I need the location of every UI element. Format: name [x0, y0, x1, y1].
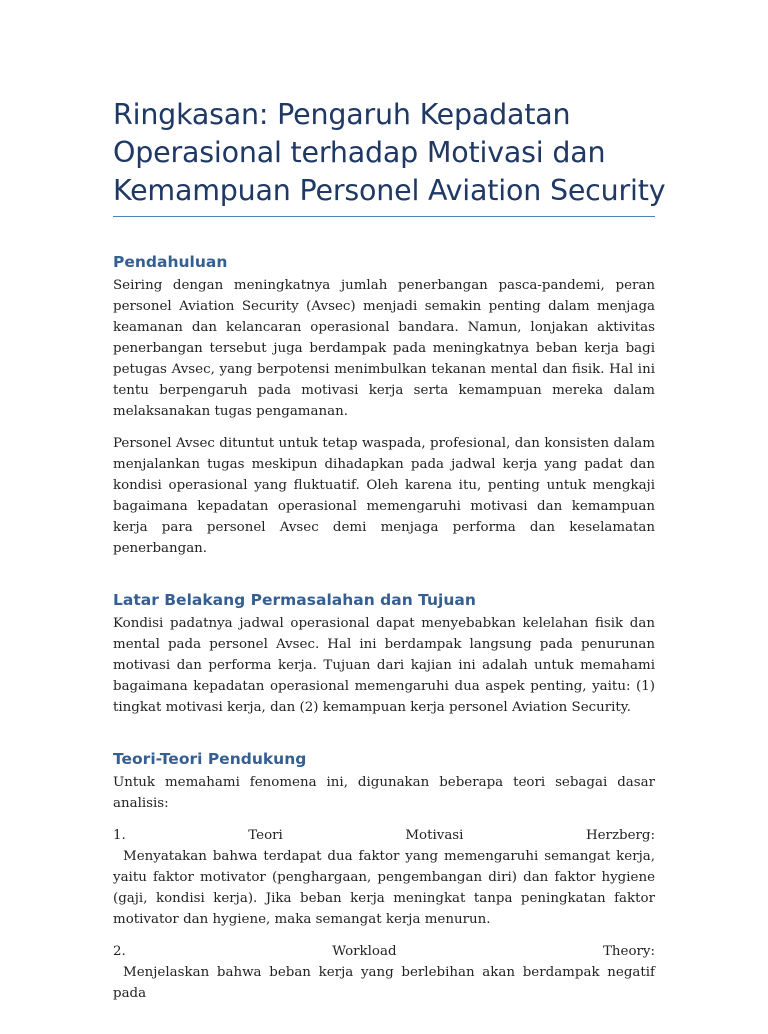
- section-heading: Latar Belakang Permasalahan dan Tujuan: [113, 591, 476, 609]
- title-line: Operasional terhadap Motivasi dan: [113, 136, 606, 169]
- list-item-body: Menyatakan bahwa terdapat dua faktor yang memengaruhi semangat kerja, yaitu faktor motivator (penghargaan, pengembangan diri) dan faktor hygiene (gaji, kondisi kerja). Jika beban kerja meningkat tanpa peningkatan faktor motivator dan hygiene, maka semangat kerja menurun.: [113, 849, 655, 927]
- list-item-heading: 1. Teori Motivasi Herzberg:: [113, 828, 655, 843]
- section-latar-belakang: [113, 589, 655, 718]
- list-item-herzberg: [113, 825, 655, 930]
- document-title: [113, 96, 666, 216]
- section-heading: Pendahuluan: [113, 253, 228, 271]
- paragraph: Kondisi padatnya jadwal operasional dapat menyebabkan kelelahan fisik dan mental pada personel Avsec. Hal ini berdampak langsung pada penurunan motivasi dan performa kerja. Tujuan dari kajian ini adalah untuk memahami bagaimana kepadatan operasional memengaruhi dua aspek penting, yaitu: (1) tingkat motivasi kerja, dan (2) kemampuan kerja personel Aviation Security.: [113, 616, 655, 715]
- list-item-body: Menjelaskan bahwa beban kerja yang berlebihan akan berdampak negatif pada: [113, 965, 655, 1001]
- paragraph-intro: Untuk memahami fenomena ini, digunakan beberapa teori sebagai dasar analisis:: [113, 775, 655, 811]
- title-underline-rule: [113, 216, 655, 217]
- title-line: Ringkasan: Pengaruh Kepadatan: [113, 98, 571, 131]
- section-pendahuluan: [113, 251, 655, 559]
- section-heading: Teori-Teori Pendukung: [113, 750, 307, 768]
- list-item-workload: [113, 941, 655, 1004]
- paragraph: Personel Avsec dituntut untuk tetap waspada, profesional, dan konsisten dalam menjalankan tugas meskipun dihadapkan pada jadwal kerja yang padat dan kondisi operasional yang fluktuatif. Oleh karena itu, penting untuk mengkaji bagaimana kepadatan operasional memengaruhi motivasi dan kemampuan kerja para personel Avsec demi menjaga performa dan keselamatan penerbangan.: [113, 436, 655, 556]
- list-item-heading: 2. Workload Theory:: [113, 944, 655, 959]
- paragraph: Seiring dengan meningkatnya jumlah penerbangan pasca-pandemi, peran personel Aviation Security (Avsec) menjadi semakin penting dalam menjaga keamanan dan kelancaran operasional bandara. Namun, lonjakan aktivitas penerbangan tersebut juga berdampak pada meningkatnya beban kerja bagi petugas Avsec, yang berpotensi menimbulkan tekanan mental dan fisik. Hal ini tentu berpengaruh pada motivasi kerja serta kemampuan mereka dalam melaksanakan tugas pengamanan.: [113, 278, 655, 419]
- section-teori-pendukung: [113, 748, 655, 1004]
- document-page: [113, 96, 666, 1034]
- title-line: Kemampuan Personel Aviation Security: [113, 174, 666, 207]
